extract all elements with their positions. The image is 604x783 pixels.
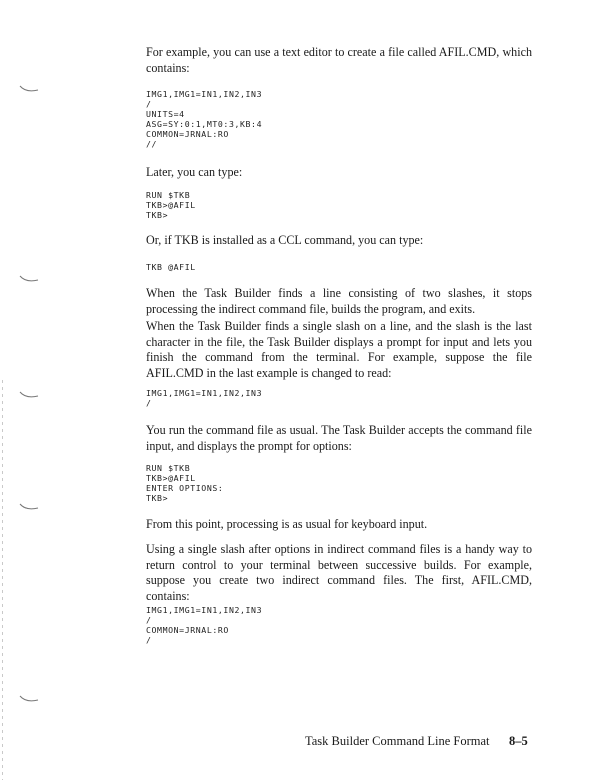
paragraph-single-slash: When the Task Builder finds a single slash on a line, and the slash is the last character in the file, the Task Builder displays a prompt for input and lets you finish the command from the terminal. For example, suppose the file AFIL.CMD in the last example is changed to read: [146,319,532,380]
binding-mark [18,694,40,704]
footer-page-number: 8–5 [509,734,528,748]
footer-section-title: Task Builder Command Line Format [305,734,490,748]
paragraph-keyboard-input: From this point, processing is as usual for keyboard input. [146,517,428,531]
code-block-enter-options [146,463,223,503]
code-line: IMG1,IMG1=IN1,IN2,IN3 [146,605,263,615]
code-line: IMG1,IMG1=IN1,IN2,IN3 [146,89,263,99]
code-line: COMMON=JRNAL:RO [146,129,229,140]
code-line: TKB>@AFIL [146,200,196,211]
code-block-ccl [146,262,196,272]
code-block-first-afil [146,605,262,645]
code-line: COMMON=JRNAL:RO [146,625,229,636]
code-line: ASG=SY:0:1,MT0:3,KB:4 [146,119,263,130]
code-line: UNITS=4 [146,109,185,120]
code-line: ENTER OPTIONS: [146,483,224,494]
code-line: / [146,635,152,646]
paragraph-two-slashes: When the Task Builder finds a line consisting of two slashes, it stops processing the indirect command file, builds the program, and exits. [146,286,532,316]
code-line: TKB> [146,493,169,504]
scan-edge [2,380,3,780]
code-line: TKB> [146,210,169,221]
code-line: TKB>@AFIL [146,473,196,484]
code-line: RUN $TKB [146,190,191,200]
code-line: TKB @AFIL [146,262,196,272]
code-line: IMG1,IMG1=IN1,IN2,IN3 [146,388,263,398]
code-block-afil-modified [146,388,262,408]
paragraph-run-command-file: You run the command file as usual. The Task Builder accepts the command file input, and displays the prompt for options: [146,423,532,453]
code-line: / [146,398,152,409]
binding-mark [18,390,40,400]
code-line: // [146,139,158,150]
code-line: RUN $TKB [146,463,191,473]
paragraph-later: Later, you can type: [146,165,243,179]
binding-mark [18,84,40,94]
paragraph-intro: For example, you can use a text editor to create a file called AFIL.CMD, which contains: [146,45,532,75]
code-block-run-tkb [146,190,196,220]
binding-mark [18,502,40,512]
code-block-afil-contents [146,89,262,150]
binding-mark [18,274,40,284]
paragraph-single-slash-options: Using a single slash after options in indirect command files is a handy way to return control to your terminal between successive builds. For example, suppose you create two indirect command files. The first, AFIL.CMD, contains: [146,542,532,603]
code-line: / [146,615,152,626]
code-line: / [146,99,152,110]
paragraph-ccl: Or, if TKB is installed as a CCL command, you can type: [146,233,424,247]
